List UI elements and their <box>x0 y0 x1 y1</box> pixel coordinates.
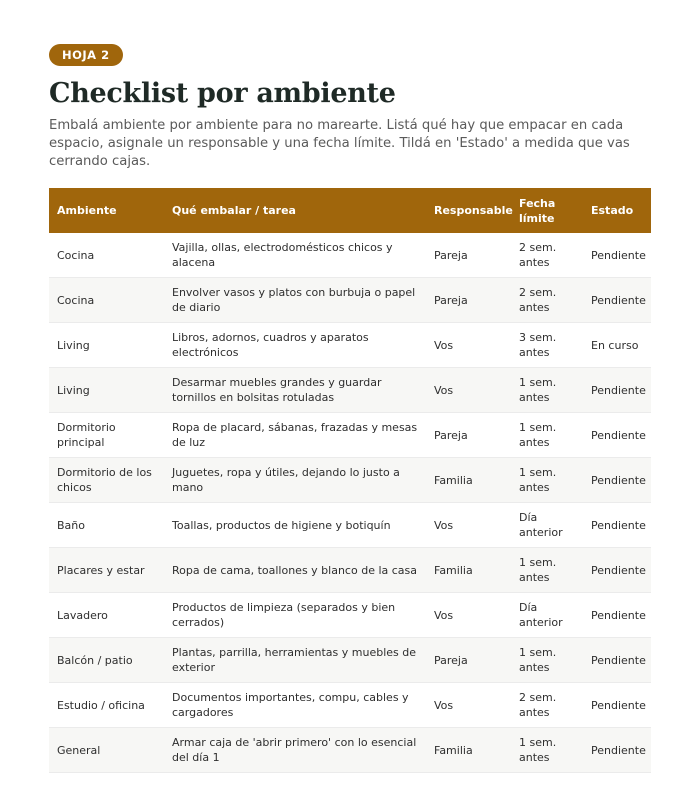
cell-fecha-limite: 2 sem. antes <box>511 233 583 278</box>
checklist-table <box>49 188 651 773</box>
cell-fecha-limite: 1 sem. antes <box>511 548 583 593</box>
cell-fecha-limite: 2 sem. antes <box>511 683 583 728</box>
table-row <box>49 593 651 638</box>
cell-responsable: Vos <box>426 323 511 368</box>
cell-tarea: Documentos importantes, compu, cables y cargadores <box>164 683 426 728</box>
cell-tarea: Ropa de placard, sábanas, frazadas y mesas de luz <box>164 413 426 458</box>
cell-responsable: Vos <box>426 593 511 638</box>
table-row <box>49 503 651 548</box>
cell-ambiente: Cocina <box>49 233 164 278</box>
table-row <box>49 728 651 773</box>
cell-ambiente: Baño <box>49 503 164 548</box>
sheet-badge: HOJA 2 <box>49 44 123 66</box>
cell-tarea: Ropa de cama, toallones y blanco de la casa <box>164 548 426 593</box>
table-header <box>49 188 651 233</box>
cell-responsable: Pareja <box>426 638 511 683</box>
header-estado: Estado <box>583 188 651 233</box>
table-row <box>49 278 651 323</box>
header-fecha-limite: Fecha límite <box>511 188 583 233</box>
cell-responsable: Familia <box>426 458 511 503</box>
table-row <box>49 458 651 503</box>
cell-tarea: Plantas, parrilla, herramientas y muebles de exterior <box>164 638 426 683</box>
table-row <box>49 233 651 278</box>
cell-estado: Pendiente <box>583 413 651 458</box>
cell-tarea: Armar caja de 'abrir primero' con lo esencial del día 1 <box>164 728 426 773</box>
cell-responsable: Familia <box>426 728 511 773</box>
table-row <box>49 323 651 368</box>
page-subtitle: Embalá ambiente por ambiente para no marearte. Listá qué hay que empacar en cada espacio, asignale un responsable y una fecha límite. Tildá en 'Estado' a medida que vas cerrando cajas. <box>49 118 630 169</box>
cell-estado: Pendiente <box>583 593 651 638</box>
cell-ambiente: Dormitorio de los chicos <box>49 458 164 503</box>
cell-fecha-limite: 1 sem. antes <box>511 638 583 683</box>
cell-fecha-limite: 1 sem. antes <box>511 413 583 458</box>
cell-tarea: Envolver vasos y platos con burbuja o papel de diario <box>164 278 426 323</box>
cell-ambiente: Living <box>49 323 164 368</box>
cell-estado: Pendiente <box>583 683 651 728</box>
cell-fecha-limite: Día anterior <box>511 593 583 638</box>
table-body <box>49 233 651 773</box>
cell-tarea: Juguetes, ropa y útiles, dejando lo justo a mano <box>164 458 426 503</box>
cell-tarea: Desarmar muebles grandes y guardar tornillos en bolsitas rotuladas <box>164 368 426 413</box>
table-row <box>49 548 651 593</box>
cell-fecha-limite: 1 sem. antes <box>511 368 583 413</box>
cell-fecha-limite: 1 sem. antes <box>511 458 583 503</box>
cell-estado: Pendiente <box>583 503 651 548</box>
cell-ambiente: Living <box>49 368 164 413</box>
cell-fecha-limite: 2 sem. antes <box>511 278 583 323</box>
cell-estado: Pendiente <box>583 458 651 503</box>
cell-estado: Pendiente <box>583 638 651 683</box>
cell-responsable: Pareja <box>426 233 511 278</box>
cell-responsable: Pareja <box>426 413 511 458</box>
cell-ambiente: Dormitorio principal <box>49 413 164 458</box>
cell-fecha-limite: 1 sem. antes <box>511 728 583 773</box>
cell-ambiente: General <box>49 728 164 773</box>
cell-ambiente: Balcón / patio <box>49 638 164 683</box>
header-responsable: Responsable <box>426 188 511 233</box>
cell-responsable: Pareja <box>426 278 511 323</box>
cell-estado: Pendiente <box>583 368 651 413</box>
cell-tarea: Vajilla, ollas, electrodomésticos chicos y alacena <box>164 233 426 278</box>
cell-responsable: Vos <box>426 683 511 728</box>
header-ambiente: Ambiente <box>49 188 164 233</box>
table-row <box>49 638 651 683</box>
cell-estado: Pendiente <box>583 278 651 323</box>
cell-estado: Pendiente <box>583 728 651 773</box>
cell-tarea: Libros, adornos, cuadros y aparatos electrónicos <box>164 323 426 368</box>
table-row <box>49 368 651 413</box>
cell-responsable: Vos <box>426 368 511 413</box>
cell-ambiente: Placares y estar <box>49 548 164 593</box>
cell-estado: Pendiente <box>583 548 651 593</box>
cell-tarea: Productos de limpieza (separados y bien cerrados) <box>164 593 426 638</box>
cell-tarea: Toallas, productos de higiene y botiquín <box>164 503 426 548</box>
cell-ambiente: Lavadero <box>49 593 164 638</box>
table-row <box>49 683 651 728</box>
cell-estado: Pendiente <box>583 233 651 278</box>
cell-estado: En curso <box>583 323 651 368</box>
cell-responsable: Familia <box>426 548 511 593</box>
cell-fecha-limite: Día anterior <box>511 503 583 548</box>
cell-fecha-limite: 3 sem. antes <box>511 323 583 368</box>
header-row <box>49 188 651 233</box>
cell-responsable: Vos <box>426 503 511 548</box>
cell-ambiente: Estudio / oficina <box>49 683 164 728</box>
table-row <box>49 413 651 458</box>
page-title: Checklist por ambiente <box>49 78 396 109</box>
cell-ambiente: Cocina <box>49 278 164 323</box>
header-tarea: Qué embalar / tarea <box>164 188 426 233</box>
